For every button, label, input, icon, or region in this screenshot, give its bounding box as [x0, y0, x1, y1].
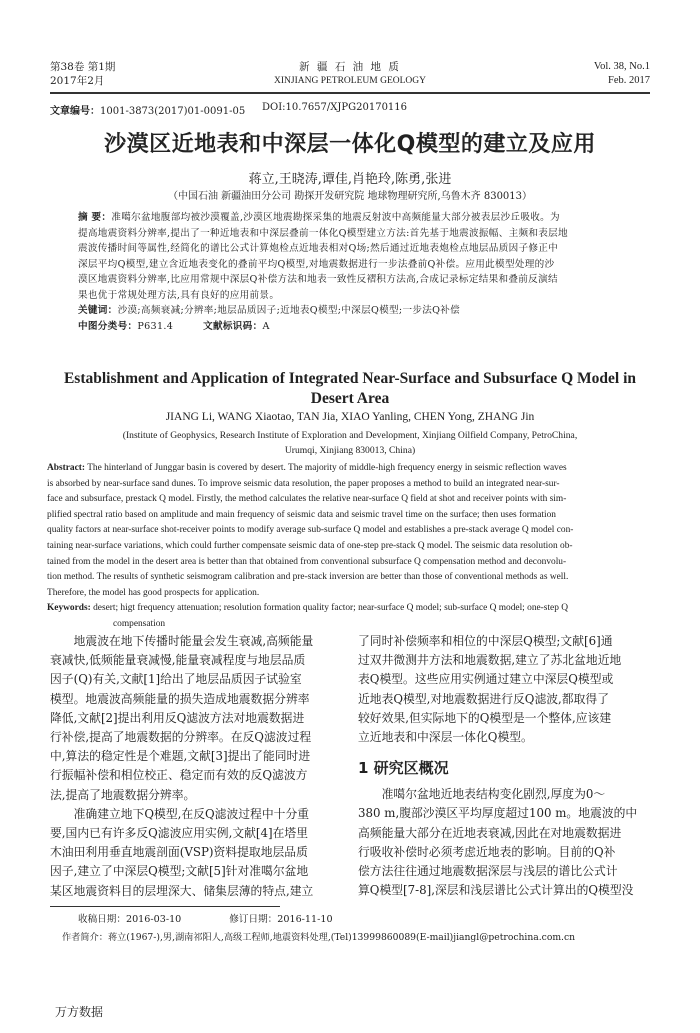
abstract-en-line: taining near-surface variations, which could further compensate seismic data of one-step pre-stack Q model. The seismic data resolution ob-	[47, 540, 573, 551]
abstract-en-label: Abstract:	[47, 463, 86, 473]
abstract-cn-line: 震波传播时间等属性,经简化的谱比公式计算炮检点近地表相对Q场;然后通过近地表炮检点地层品质因子修正中	[78, 243, 559, 254]
authors-cn: 蒋立,王晓涛,谭佳,肖艳玲,陈勇,张进	[248, 172, 452, 187]
paragraph-line: 较好效果,但实际地下的Q模型是一个整体,应该建	[358, 710, 612, 725]
abstract-cn	[78, 210, 622, 334]
header-volume-en: Vol. 38, No.1	[593, 61, 650, 72]
paragraph-line: 因子(Q)有关,文献[1]给出了地层品质因子试验室	[50, 672, 302, 687]
author-bio: 蒋立(1967-),男,湖南祁阳人,高级工程师,地震资料处理,(Tel)13999860089(E-mail)jiangl@petrochina.com.cn	[107, 932, 576, 943]
paragraph-line: 准确建立地下Q模型,在反Q滤波过程中十分重	[73, 806, 310, 821]
header-date-cn: 2017年2月	[50, 75, 105, 87]
clc-label: 中图分类号：	[78, 320, 138, 332]
abstract-cn-line: 果也优于常规处理方法,具有良好的应用前景。	[78, 289, 280, 301]
title-en: Establishment and Application of Integrated Near-Surface and Subsurface Q Model in Desert Area	[63, 370, 637, 407]
watermark: 万方数据	[55, 1005, 104, 1019]
paragraph-line: 380 m,腹部沙漠区平均厚度超过100 m。地震波的中	[358, 806, 638, 821]
keywords-cn-label: 关键词：	[78, 305, 118, 316]
article-number-label: 文章编号：	[50, 106, 100, 117]
paragraph-line: 偿方法往往通过地震数据深层与浅层的谱比公式计	[358, 864, 618, 879]
paragraph-line: 降低,文献[2]提出利用反Q滤波方法对地震数据进	[50, 710, 305, 725]
paragraph-line: 衰减快,低频能量衰减慢,能量衰减程度与地层品质	[50, 653, 306, 668]
article-number	[50, 102, 245, 117]
paragraph-line: 高频能量大部分在近地表衰减,因此在对地震数据进	[358, 825, 622, 840]
header-date-en: Feb. 2017	[608, 75, 650, 86]
keywords-cn-text: 沙漠;高频衰减;分辨率;地层品质因子;近地表Q模型;中深层Q模型;一步法Q补偿	[117, 305, 461, 316]
abstract-en-line: quality factors at near-surface shot-receiver points to modify average sub-surface Q model and establishes a pre-stack average Q model con-	[47, 525, 574, 536]
keywords-cn	[78, 303, 622, 319]
authors-en: JIANG Li, WANG Xiaotao, TAN Jia, XIAO Yanling, CHEN Yong, ZHANG Jin	[165, 411, 535, 423]
received-label: 收稿日期：	[78, 914, 126, 925]
classification	[78, 319, 622, 335]
article-number-value: 1001-3873(2017)01-0091-05	[100, 106, 246, 117]
paragraph-line: 某区地震资料目的层埋深大、储集层薄的特点,建立	[50, 883, 314, 898]
paragraph-line: 要,国内已有许多反Q滤波应用实例,文献[4]在塔里	[50, 826, 309, 841]
doi-label: DOI:	[262, 102, 286, 113]
paragraph-line: 模型。地震波高频能量的损失造成地震数据分辨率	[50, 691, 310, 706]
header-journal-en: XINJIANG PETROLEUM GEOLOGY	[274, 76, 426, 86]
keywords-en-cont: compensation	[113, 618, 166, 629]
paragraph-line: 行补偿,提高了地震数据的分辨率。在反Q滤波过程	[50, 730, 312, 745]
paragraph-line: 立近地表和中深层一体化Q模型。	[358, 730, 533, 745]
paragraph-line: 了同时补偿频率和相位的中深层Q模型;文献[6]通	[358, 634, 613, 648]
author-bio-label: 作者简介：	[62, 932, 108, 943]
paragraph-line: 表Q模型。这些应用实例通过建立中深层Q模型或	[358, 672, 614, 687]
paragraph-line: 过双井微测井方法和地震数据,建立了苏北盆地近地	[358, 653, 622, 668]
revised-label: 修订日期：	[229, 914, 278, 925]
abstract-cn-line: 摘 要：准噶尔盆地腹部均被沙漠覆盖,沙漠区地震勘探采集的地震反射波中高频能量大部分被表层沙丘吸收。为	[78, 212, 560, 223]
clc-value: P631.4	[137, 320, 174, 332]
doc-code-label: 文献标识码：	[203, 320, 263, 332]
keywords-en: Keywords: desert; higt frequency attenuation; resolution formation quality factor; near-surface Q model; sub-surface Q model; one-step Q	[47, 603, 569, 614]
revised-date: 2016-11-10	[277, 914, 333, 925]
footnote-dates	[78, 912, 333, 928]
title-cn: 沙漠区近地表和中深层一体化Q模型的建立及应用	[104, 132, 596, 157]
paragraph-line: 准噶尔盆地近地表结构变化剧烈,厚度为0～	[381, 787, 606, 802]
body-left-column	[50, 632, 342, 901]
received-date: 2016-03-10	[125, 914, 182, 925]
header-journal-cn: 新 疆 石 油 地 质	[299, 61, 401, 73]
abstract-cn-line: 提高地震资料分辨率,提出了一种近地表和中深层叠前一体化Q模型建立方法:首先基于地震波振幅、主频和表层地	[78, 227, 568, 239]
paragraph-line: 算Q模型[7-8],深层和浅层谱比公式计算出的Q模型没	[358, 883, 634, 898]
keywords-en-label: Keywords:	[47, 603, 91, 614]
doc-code-value: A	[262, 320, 270, 332]
paragraph-line: 中,算法的稳定性是个难题,文献[3]提出了能同时进	[50, 749, 311, 764]
abstract-en-line: face and subsurface, prestack Q model. Firstly, the method calculates the relative near-surface Q field at shot and receiver points with sim-	[47, 494, 567, 505]
header-volume-cn: 第38卷 第1期	[50, 61, 116, 73]
affiliation-cn: （中国石油 新疆油田分公司 勘探开发研究院 地球物理研究所,乌鲁木齐 830013）	[167, 191, 533, 202]
paragraph-line: 因子,建立了中深层Q模型;文献[5]针对准噶尔盆地	[50, 864, 309, 879]
abstract-en-line: tion method. The results of synthetic seismogram calibration and pre-stack inversion are better than those of conventional methods as well.	[47, 572, 569, 583]
abstract-cn-line: 漠区地震资料分辨率,比应用常规中深层Q补偿方法和地表一致性反褶积方法高,合成记录标定结果和叠前反演结	[78, 274, 558, 285]
paragraph-line: 地震波在地下传播时能量会发生衰减,高频能量	[73, 634, 314, 648]
abstract-en-line: Abstract: The hinterland of Junggar basin is covered by desert. The majority of middle-high frequency energy in seismic reflection waves	[47, 463, 567, 473]
paragraph-line: 近地表Q模型,对地震数据进行反Q滤波,都取得了	[358, 691, 609, 706]
paragraph-line: 行吸收补偿时必须考虑近地表的影响。目前的Q补	[358, 844, 616, 859]
abstract-cn-label: 摘 要：	[78, 212, 112, 223]
paragraph-line: 木油田利用垂直地震剖面(VSP)资料提取地层品质	[50, 845, 308, 860]
doi	[262, 102, 407, 113]
footnote-author	[62, 930, 575, 946]
abstract-en-line: tained from the model in the desert area is better than that obtained from conventional subsurface Q compensation method and deconvolu-	[47, 556, 567, 567]
abstract-en	[47, 461, 653, 633]
abstract-en-line: Therefore, the model has good prospects for application.	[47, 587, 260, 598]
affiliation-en: (Institute of Geophysics, Research Institute of Exploration and Development, Xinjiang Oilfield Company, PetroChina, Urumqi, Xinjiang 830013, China)	[122, 430, 578, 456]
abstract-en-line: plified spectral ratio based on amplitude and main frequency of seismic data and seismic travel time on the surface; then uses formation	[47, 509, 556, 520]
body-right-column	[358, 632, 654, 900]
paragraph-line: 法,提高了地震数据分辨率。	[50, 787, 196, 802]
abstract-cn-line: 深层平均Q模型,建立含近地表变化的叠前平均Q模型,对地震数据进行一步法叠前Q补偿。应用此模型处理的沙	[78, 258, 555, 270]
abstract-en-line: is absorbed by near-surface sand dunes. To improve seismic data resolution, the paper proposes a method to build an integrated near-sur-	[47, 478, 560, 489]
header-rule	[50, 92, 650, 94]
paragraph-line: 行振幅补偿和相位校正、稳定而有效的反Q滤波方	[50, 768, 308, 783]
footnote-rule	[50, 906, 280, 907]
section-heading-1: 1 研究区概况	[358, 759, 449, 778]
doi-value: 10.7657/XJPG20170116	[285, 102, 408, 113]
